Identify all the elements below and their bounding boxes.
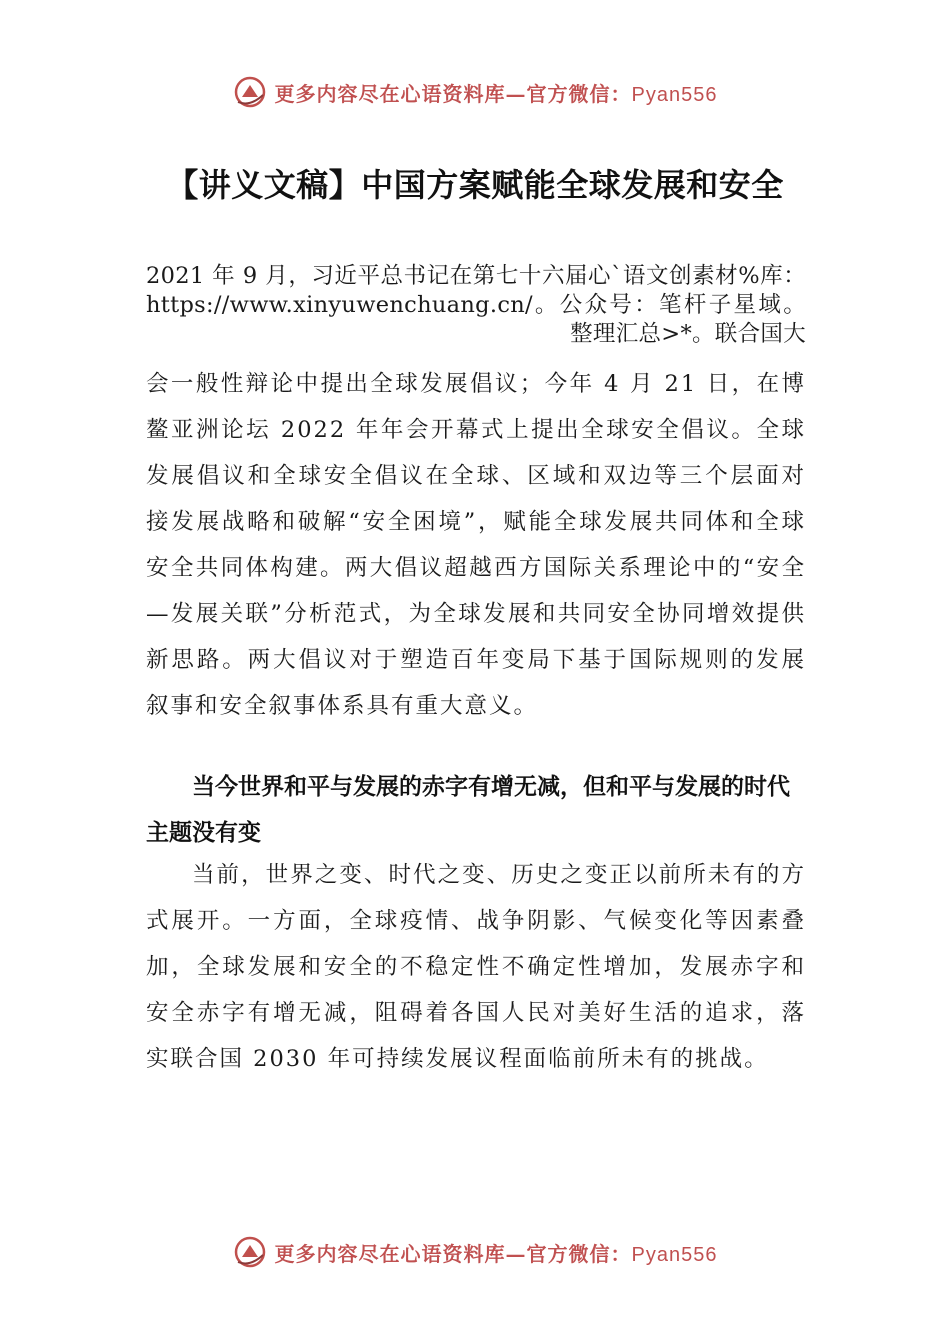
watermark-text: 更多内容尽在心语资料库—官方微信：Pyan556 <box>274 1241 718 1266</box>
footer-watermark <box>0 1232 950 1272</box>
logo-icon <box>233 75 267 109</box>
paragraph-1: 会一般性辩论中提出全球发展倡议；今年 4 月 21 日，在博鳌亚洲论坛 2022 年年会开幕式上提出全球安全倡议。全球发展倡议和全球安全倡议在全球、区域和双边等三个层面对接发展战略和破解“安全困境”，赋能全球发展共同体和全球安全共同体构建。两大倡议超越西方国际关系理论中的“安全—发展关联”分析范式，为全球发展和共同安全协同增效提供新思路。两大倡议对于塑造百年变局下基于国际规则的发展叙事和安全叙事体系具有重大意义。 <box>146 371 806 719</box>
watermark-account: Pyan556 <box>631 1243 718 1266</box>
intro-text: 2021 年 9 月，习近平总书记在第七十六届心`语文创素材%库：https://www.xinyuwenchuang.cn/。公众号：笔杆子星域。整理汇总>*。联合国大 <box>146 263 806 347</box>
watermark-text: 更多内容尽在心语资料库—官方微信：Pyan556 <box>274 81 718 106</box>
logo-icon <box>233 1235 267 1269</box>
paragraph-2: 当前，世界之变、时代之变、历史之变正以前所未有的方式展开。一方面，全球疫情、战争阴影、气候变化等因素叠加，全球发展和安全的不稳定性不确定性增加，发展赤字和安全赤字有增无减，阻碍着各国人民对美好生活的追求，落实联合国 2030 年可持续发展议程面临前所未有的挑战。 <box>146 862 806 1072</box>
watermark-account: Pyan556 <box>631 83 718 106</box>
document-title: 【讲义文稿】中国方案赋能全球发展和安全 <box>166 166 784 204</box>
section-heading: 当今世界和平与发展的赤字有增无减，但和平与发展的时代主题没有变 <box>146 774 790 846</box>
header-watermark <box>0 72 950 112</box>
